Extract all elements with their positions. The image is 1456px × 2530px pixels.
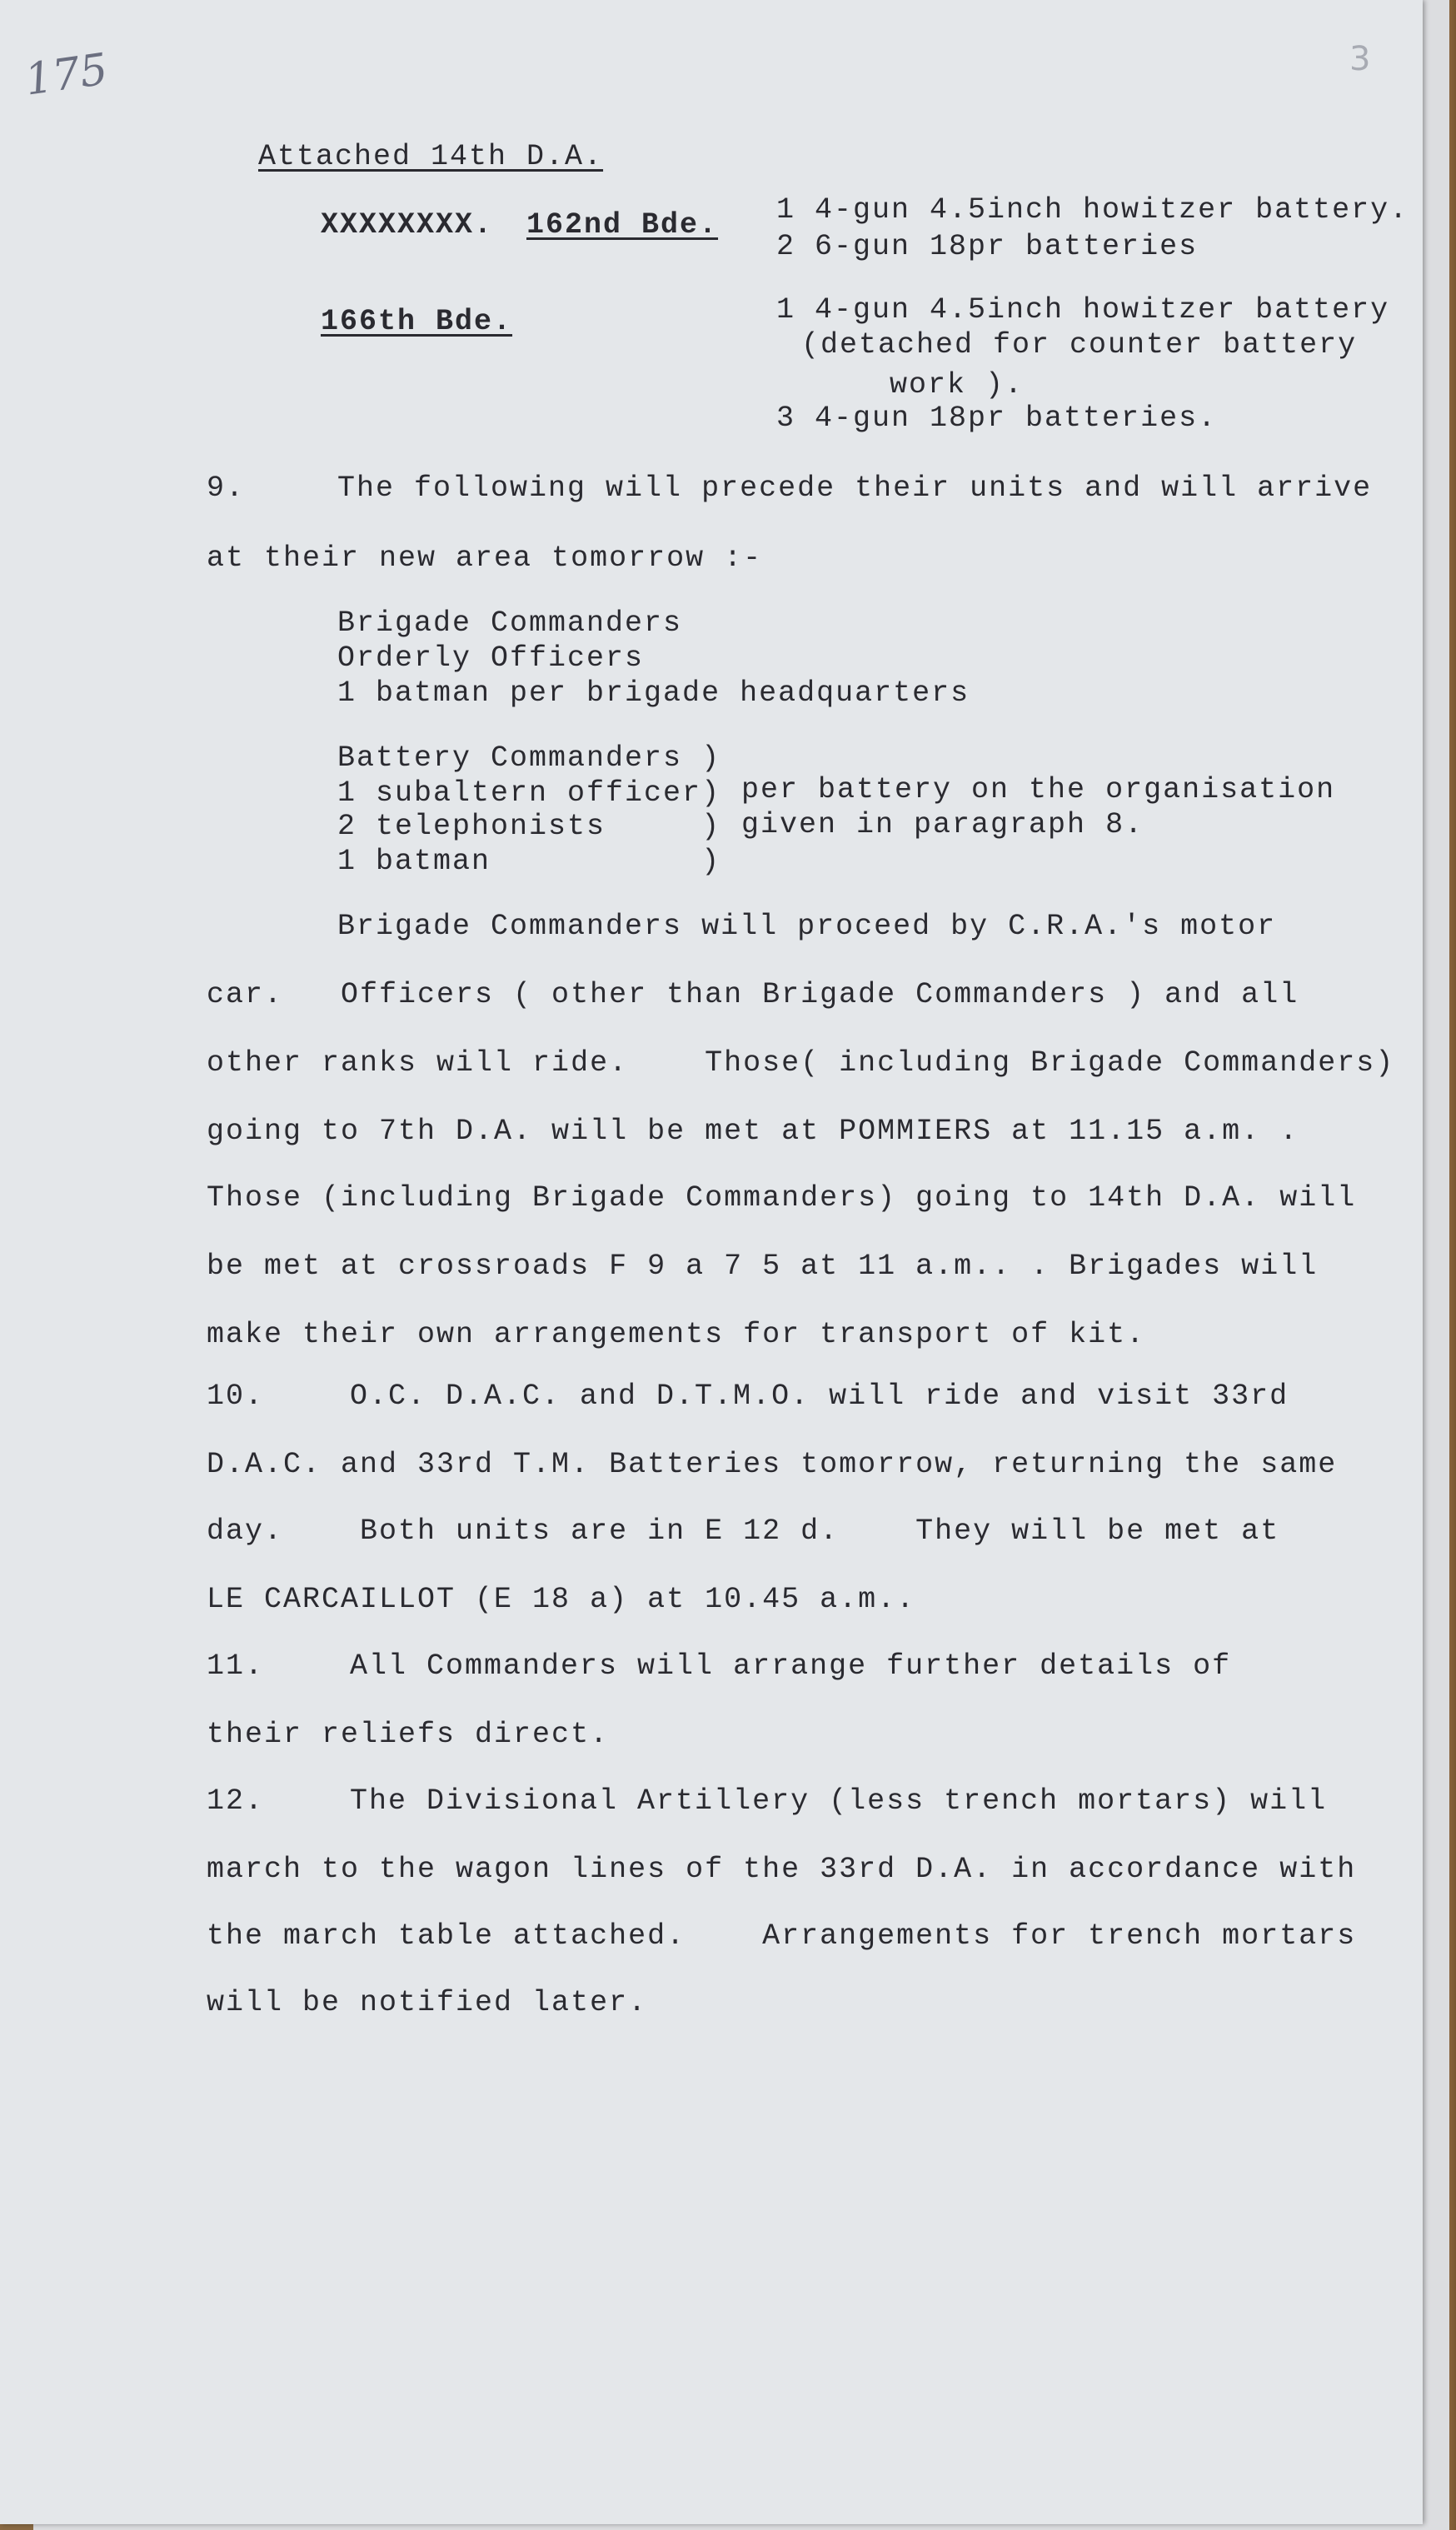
struck-text: XXXXXXXX.	[321, 208, 494, 242]
para-12-line: will be notified later.	[207, 1986, 648, 2019]
precede-list-item: Brigade Commanders	[337, 606, 683, 640]
battery-list-item: 1 subaltern officer)	[337, 776, 721, 810]
para-9-body-line: Brigade Commanders will proceed by C.R.A.'s motor	[337, 910, 1277, 943]
brigade-162-line-1: 1 4-gun 4.5inch howitzer battery.	[776, 193, 1409, 227]
page-number: 3	[1349, 40, 1371, 78]
para-10-line: LE CARCAILLOT (E 18 a) at 10.45 a.m..	[207, 1583, 916, 1616]
battery-list-item: 1 batman )	[337, 845, 721, 878]
attached-heading: Attached 14th D.A.	[258, 140, 604, 173]
para-9-body-line: going to 7th D.A. will be met at POMMIERS at 11.15 a.m. .	[207, 1115, 1299, 1148]
para-9-line-1: The following will precede their units and will arrive	[337, 472, 1373, 505]
brigade-166-line-2: (detached for counter battery	[801, 328, 1358, 362]
battery-list-note-1: per battery on the organisation	[741, 773, 1336, 806]
para-9-body-line: car. Officers ( other than Brigade Commanders ) and all	[207, 978, 1299, 1011]
para-12-line: march to the wagon lines of the 33rd D.A. in accordance with	[207, 1853, 1357, 1886]
battery-list-note-2: given in paragraph 8.	[741, 808, 1144, 841]
para-9-number: 9.	[207, 472, 246, 505]
para-9-body-line: other ranks will ride. Those( including Brigade Commanders)	[207, 1046, 1395, 1080]
battery-list-item: 2 telephonists )	[337, 810, 721, 843]
para-9-line-2: at their new area tomorrow :-	[207, 541, 763, 575]
brigade-166-label: 166th Bde.	[321, 305, 513, 338]
para-11-line: their reliefs direct.	[207, 1718, 610, 1751]
para-10-line: D.A.C. and 33rd T.M. Batteries tomorrow, returning the same	[207, 1448, 1338, 1481]
para-10-line: day. Both units are in E 12 d. They will be met at	[207, 1515, 1280, 1548]
battery-list-item: Battery Commanders )	[337, 741, 721, 775]
brigade-166-line-1: 1 4-gun 4.5inch howitzer battery	[776, 293, 1390, 327]
para-12-number: 12.	[207, 1784, 265, 1818]
para-11-line: All Commanders will arrange further details of	[350, 1649, 1232, 1683]
brigade-166-line-4: 3 4-gun 18pr batteries.	[776, 402, 1218, 435]
para-10-line: O.C. D.A.C. and D.T.M.O. will ride and visit 33rd	[350, 1380, 1289, 1413]
brigade-162-label: 162nd Bde.	[526, 208, 719, 242]
para-10-number: 10.	[207, 1380, 265, 1413]
para-12-line: the march table attached. Arrangements for trench mortars	[207, 1919, 1357, 1953]
para-11-number: 11.	[207, 1649, 265, 1683]
precede-list-item: 1 batman per brigade headquarters	[337, 676, 970, 710]
para-9-body-line: be met at crossroads F 9 a 7 5 at 11 a.m.. . Brigades will	[207, 1250, 1319, 1283]
brigade-162-line-2: 2 6-gun 18pr batteries	[776, 230, 1199, 263]
para-9-body-line: Those (including Brigade Commanders) going to 14th D.A. will	[207, 1181, 1357, 1215]
folio-number: 175	[22, 44, 111, 106]
precede-list-item: Orderly Officers	[337, 641, 645, 675]
para-12-line: The Divisional Artillery (less trench mortars) will	[350, 1784, 1328, 1818]
brigade-166-line-3: work ).	[890, 368, 1025, 402]
para-9-body-line: make their own arrangements for transport of kit.	[207, 1318, 1146, 1351]
